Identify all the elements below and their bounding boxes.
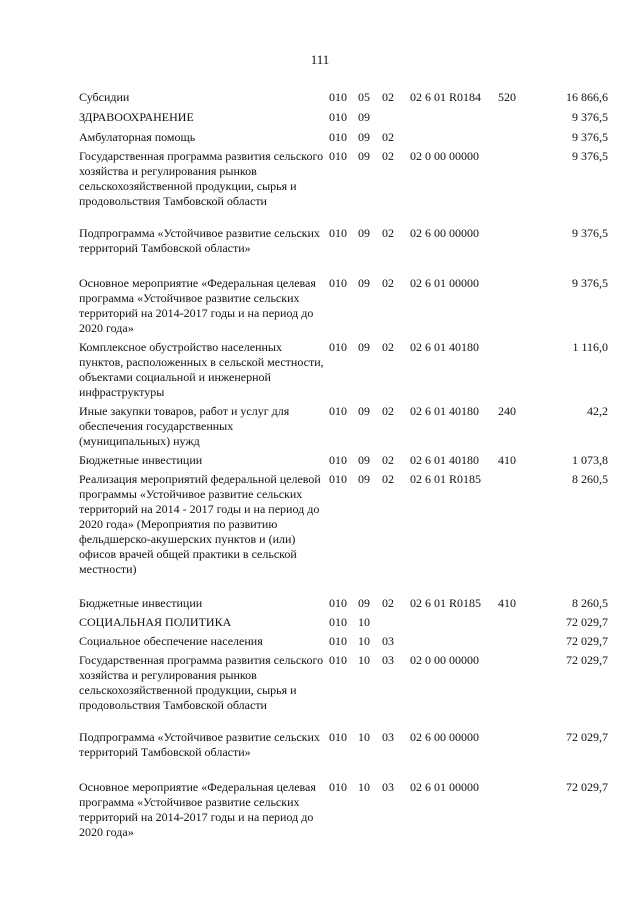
row-rz: 10 (358, 634, 370, 648)
row-ved: 010 (329, 453, 347, 467)
row-ved: 010 (329, 634, 347, 648)
row-ved: 010 (329, 340, 347, 354)
row-sum: 42,2 (587, 404, 608, 418)
row-name: Бюджетные инвестиции (79, 596, 203, 610)
row-ved: 010 (329, 276, 347, 290)
row-name: Подпрограмма «Устойчивое развитие сельских территорий Тамбовской области» (79, 730, 320, 759)
row-ved: 010 (329, 472, 347, 486)
row-sum: 16 866,6 (566, 90, 608, 104)
row-csr: 02 6 00 00000 (410, 730, 479, 744)
row-pr: 02 (382, 596, 394, 610)
row-rz: 05 (358, 90, 370, 104)
row-name: Основное мероприятие «Федеральная целевая программа «Устойчивое развитие сельских территорий на 2014-2017 годы и на период до 2020 года» (79, 276, 316, 335)
row-rz: 09 (358, 472, 370, 486)
row-csr: 02 0 00 00000 (410, 653, 479, 667)
row-csr: 02 6 01 40180 (410, 340, 479, 354)
row-name: ЗДРАВООХРАНЕНИЕ (79, 110, 194, 124)
row-name: Подпрограмма «Устойчивое развитие сельских территорий Тамбовской области» (79, 226, 320, 255)
row-name: Комплексное обустройство населенных пунктов, расположенных в сельской местности, объектами социальной и инженерной инфраструктуры (79, 340, 324, 399)
row-pr: 02 (382, 226, 394, 240)
row-csr: 02 6 00 00000 (410, 226, 479, 240)
row-rz: 09 (358, 130, 370, 144)
row-sum: 72 029,7 (566, 653, 608, 667)
row-ved: 010 (329, 226, 347, 240)
row-pr: 02 (382, 340, 394, 354)
row-sum: 8 260,5 (572, 472, 608, 486)
row-sum: 9 376,5 (572, 110, 608, 124)
row-vr: 410 (498, 453, 516, 467)
row-rz: 09 (358, 276, 370, 290)
row-sum: 72 029,7 (566, 730, 608, 744)
row-sum: 1 073,8 (572, 453, 608, 467)
row-name: Социальное обеспечение населения (79, 634, 263, 648)
row-ved: 010 (329, 110, 347, 124)
row-name: СОЦИАЛЬНАЯ ПОЛИТИКА (79, 615, 232, 629)
row-name: Государственная программа развития сельского хозяйства и регулирования рынков сельскохозяйственной продукции, сырья и продовольствия Тамбовской области (79, 653, 324, 712)
row-sum: 9 376,5 (572, 149, 608, 163)
row-rz: 09 (358, 596, 370, 610)
row-name: Государственная программа развития сельского хозяйства и регулирования рынков сельскохозяйственной продукции, сырья и продовольствия Тамбовской области (79, 149, 324, 208)
row-csr: 02 6 01 00000 (410, 276, 479, 290)
row-rz: 09 (358, 404, 370, 418)
row-ved: 010 (329, 404, 347, 418)
row-rz: 09 (358, 340, 370, 354)
row-pr: 03 (382, 730, 394, 744)
row-pr: 03 (382, 634, 394, 648)
row-name: Субсидии (79, 90, 130, 104)
row-rz: 10 (358, 730, 370, 744)
row-csr: 02 6 01 R0184 (410, 90, 482, 104)
row-sum: 9 376,5 (572, 130, 608, 144)
row-rz: 10 (358, 615, 370, 629)
row-rz: 10 (358, 653, 370, 667)
row-name: Бюджетные инвестиции (79, 453, 203, 467)
row-name: Реализация мероприятий федеральной целевой программы «Устойчивое развитие сельских территорий на 2014 - 2017 годы и на период до 2020 года» (Мероприятия по развитию фельдшерско-акушерских пунктов и (или) офисов врачей общей практики в сельской местности) (79, 472, 321, 576)
row-sum: 1 116,0 (572, 340, 608, 354)
row-pr: 02 (382, 472, 394, 486)
row-sum: 8 260,5 (572, 596, 608, 610)
row-name: Амбулаторная помощь (79, 130, 196, 144)
row-ved: 010 (329, 596, 347, 610)
row-pr: 02 (382, 404, 394, 418)
row-csr: 02 6 01 00000 (410, 780, 479, 794)
row-sum: 9 376,5 (572, 226, 608, 240)
row-pr: 02 (382, 130, 394, 144)
row-name: Основное мероприятие «Федеральная целевая программа «Устойчивое развитие сельских территорий на 2014-2017 годы и на период до 2020 года» (79, 780, 316, 839)
row-rz: 10 (358, 780, 370, 794)
row-ved: 010 (329, 615, 347, 629)
row-csr: 02 6 01 R0185 (410, 472, 482, 486)
row-pr: 02 (382, 149, 394, 163)
row-pr: 02 (382, 453, 394, 467)
row-vr: 240 (498, 404, 516, 418)
row-csr: 02 0 00 00000 (410, 149, 479, 163)
row-csr: 02 6 01 40180 (410, 453, 479, 467)
row-sum: 9 376,5 (572, 276, 608, 290)
row-csr: 02 6 01 40180 (410, 404, 479, 418)
row-pr: 02 (382, 90, 394, 104)
row-pr: 02 (382, 276, 394, 290)
row-ved: 010 (329, 130, 347, 144)
row-rz: 09 (358, 453, 370, 467)
row-vr: 520 (498, 90, 516, 104)
row-rz: 09 (358, 149, 370, 163)
row-sum: 72 029,7 (566, 634, 608, 648)
row-ved: 010 (329, 653, 347, 667)
row-ved: 010 (329, 149, 347, 163)
row-sum: 72 029,7 (566, 615, 608, 629)
row-name: Иные закупки товаров, работ и услуг для обеспечения государственных (муниципальных) нужд (79, 404, 290, 448)
row-ved: 010 (329, 780, 347, 794)
row-sum: 72 029,7 (566, 780, 608, 794)
row-pr: 03 (382, 653, 394, 667)
row-csr: 02 6 01 R0185 (410, 596, 482, 610)
row-rz: 09 (358, 226, 370, 240)
row-ved: 010 (329, 90, 347, 104)
row-pr: 03 (382, 780, 394, 794)
row-ved: 010 (329, 730, 347, 744)
row-vr: 410 (498, 596, 516, 610)
row-rz: 09 (358, 110, 370, 124)
page-number: 111 (310, 52, 330, 67)
